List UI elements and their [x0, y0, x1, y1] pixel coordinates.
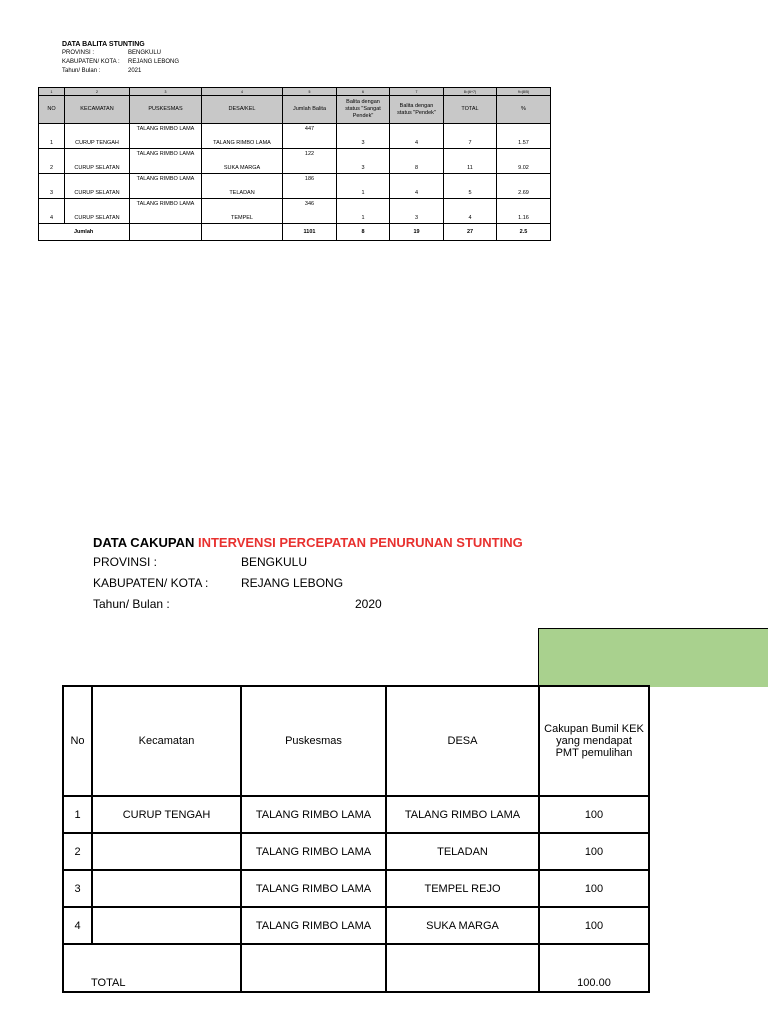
- cell-persen: 1.57: [497, 124, 551, 149]
- header-total: TOTAL: [444, 96, 497, 124]
- cell-cakupan: 100: [539, 907, 649, 944]
- header-no: NO: [39, 96, 65, 124]
- meta-value: 2021: [128, 68, 142, 74]
- cell-no: 4: [63, 907, 92, 944]
- index-cell: 9=(8/5): [497, 88, 551, 96]
- cell-jumlah-balita: 122: [283, 149, 337, 174]
- cell-cakupan: 100: [539, 833, 649, 870]
- header-jumlah-balita: Jumlah Balita: [283, 96, 337, 124]
- section1-title: DATA BALITA STUNTING: [62, 41, 145, 48]
- section1-meta-kabupaten: [62, 58, 179, 67]
- balita-stunting-header: [62, 40, 179, 76]
- meta-label: Tahun/ Bulan :: [62, 68, 101, 74]
- total-empty-cell: [202, 224, 283, 241]
- cell-sangat-pendek: 1: [337, 174, 390, 199]
- header-kecamatan: Kecamatan: [92, 686, 241, 796]
- cell-no: 3: [39, 174, 65, 199]
- table-row: [63, 907, 649, 944]
- index-cell: 2: [65, 88, 130, 96]
- cell-puskesmas: TALANG RIMBO LAMA: [241, 907, 386, 944]
- meta-value: BENGKULU: [128, 50, 162, 56]
- cell-no: 1: [63, 796, 92, 833]
- table-row: [39, 124, 551, 149]
- meta-label: PROVINSI :: [62, 50, 95, 56]
- cell-persen: 2.69: [497, 174, 551, 199]
- cell-no: 1: [39, 124, 65, 149]
- table-row: [63, 870, 649, 907]
- index-cell: 6: [337, 88, 390, 96]
- cell-desa: TALANG RIMBO LAMA: [202, 124, 283, 149]
- cell-kecamatan: [92, 907, 241, 944]
- section1-meta-tahun: [62, 67, 179, 76]
- header-desa: DESA: [386, 686, 539, 796]
- cell-desa: TEMPEL REJO: [386, 870, 539, 907]
- cakupan-intervensi-table: [62, 685, 650, 993]
- cell-jumlah-balita: 447: [283, 124, 337, 149]
- index-cell: 5: [283, 88, 337, 96]
- cell-kecamatan: CURUP SELATAN: [65, 149, 130, 174]
- cell-puskesmas: TALANG RIMBO LAMA: [241, 870, 386, 907]
- cell-total: 7: [444, 124, 497, 149]
- total-label: TOTAL: [63, 944, 241, 992]
- table-total-row: [63, 944, 649, 992]
- cell-pendek: 4: [390, 124, 444, 149]
- meta-label: KABUPATEN/ KOTA :: [93, 576, 209, 590]
- cell-no: 2: [39, 149, 65, 174]
- total-sangat-pendek: 8: [337, 224, 390, 241]
- meta-label: KABUPATEN/ KOTA :: [62, 59, 120, 65]
- header-puskesmas: PUSKESMAS: [130, 96, 202, 124]
- cell-total: 5: [444, 174, 497, 199]
- cell-kecamatan: CURUP TENGAH: [65, 124, 130, 149]
- cell-puskesmas: TALANG RIMBO LAMA: [241, 833, 386, 870]
- total-label: Jumlah: [39, 224, 130, 241]
- index-cell: 7: [390, 88, 444, 96]
- cell-total: 4: [444, 199, 497, 224]
- header-sangat-pendek: Balita dengan status "Sangat Pendek": [337, 96, 390, 124]
- header-kecamatan: KECAMATAN: [65, 96, 130, 124]
- cell-puskesmas: TALANG RIMBO LAMA: [130, 174, 202, 199]
- cell-pendek: 8: [390, 149, 444, 174]
- index-cell: 3: [130, 88, 202, 96]
- cell-total: 11: [444, 149, 497, 174]
- cell-pendek: 4: [390, 174, 444, 199]
- header-desa: DESA/KEL: [202, 96, 283, 124]
- table-row: [39, 199, 551, 224]
- balita-stunting-table: [38, 87, 551, 241]
- total-empty-cell: [130, 224, 202, 241]
- meta-value: BENGKULU: [241, 555, 308, 569]
- cell-jumlah-balita: 346: [283, 199, 337, 224]
- cell-puskesmas: TALANG RIMBO LAMA: [130, 199, 202, 224]
- cell-no: 4: [39, 199, 65, 224]
- cell-puskesmas: TALANG RIMBO LAMA: [130, 149, 202, 174]
- cell-desa: TALANG RIMBO LAMA: [386, 796, 539, 833]
- section2-meta-kabupaten: [93, 573, 523, 594]
- meta-value: REJANG LEBONG: [241, 576, 344, 590]
- table-total-row: [39, 224, 551, 241]
- cell-desa: TEMPEL: [202, 199, 283, 224]
- cell-kecamatan: CURUP SELATAN: [65, 174, 130, 199]
- table-index-row: [39, 88, 551, 96]
- table-row: [63, 833, 649, 870]
- title-red-part: INTERVENSI PERCEPATAN PENURUNAN STUNTING: [197, 535, 523, 550]
- section1-meta-provinsi: [62, 49, 179, 58]
- section2-meta-tahun: [93, 594, 523, 615]
- table-header-row: [39, 96, 551, 124]
- total-empty-cell: [241, 944, 386, 992]
- total-cakupan: 100.00: [539, 944, 649, 992]
- table-row: [63, 796, 649, 833]
- cell-desa: SUKA MARGA: [386, 907, 539, 944]
- title-black-part: DATA CAKUPAN: [93, 535, 198, 550]
- table-row: [39, 174, 551, 199]
- cell-desa: SUKA MARGA: [202, 149, 283, 174]
- index-cell: 8=(6+7): [444, 88, 497, 96]
- cell-puskesmas: TALANG RIMBO LAMA: [130, 124, 202, 149]
- header-pendek: Balita dengan status "Pendek": [390, 96, 444, 124]
- cell-no: 2: [63, 833, 92, 870]
- table-row: [39, 149, 551, 174]
- index-cell: 1: [39, 88, 65, 96]
- cell-desa: TELADAN: [386, 833, 539, 870]
- header-cakupan: Cakupan Bumil KEK yang mendapat PMT pemulihan: [539, 686, 649, 796]
- header-persen: %: [497, 96, 551, 124]
- cell-cakupan: 100: [539, 796, 649, 833]
- cell-no: 3: [63, 870, 92, 907]
- total-total: 27: [444, 224, 497, 241]
- total-empty-cell: [386, 944, 539, 992]
- cell-kecamatan: [92, 833, 241, 870]
- cell-sangat-pendek: 3: [337, 149, 390, 174]
- highlight-header-box: [538, 628, 768, 687]
- meta-value: REJANG LEBONG: [128, 59, 180, 65]
- cell-jumlah-balita: 186: [283, 174, 337, 199]
- cakupan-intervensi-header: [93, 534, 523, 615]
- cell-desa: TELADAN: [202, 174, 283, 199]
- meta-value: 2020: [355, 597, 382, 611]
- header-no: No: [63, 686, 92, 796]
- meta-label: PROVINSI :: [93, 555, 158, 569]
- cell-sangat-pendek: 1: [337, 199, 390, 224]
- cell-kecamatan: CURUP TENGAH: [92, 796, 241, 833]
- header-puskesmas: Puskesmas: [241, 686, 386, 796]
- cell-pendek: 3: [390, 199, 444, 224]
- total-persen: 2.5: [497, 224, 551, 241]
- cell-puskesmas: TALANG RIMBO LAMA: [241, 796, 386, 833]
- total-pendek: 19: [390, 224, 444, 241]
- cell-persen: 1.16: [497, 199, 551, 224]
- cell-cakupan: 100: [539, 870, 649, 907]
- total-jumlah-balita: 1101: [283, 224, 337, 241]
- section2-meta-provinsi: [93, 552, 523, 573]
- meta-label: Tahun/ Bulan :: [93, 597, 170, 611]
- cell-kecamatan: CURUP SELATAN: [65, 199, 130, 224]
- cell-kecamatan: [92, 870, 241, 907]
- section2-title: [93, 534, 523, 552]
- table-header-row: [63, 686, 649, 796]
- index-cell: 4: [202, 88, 283, 96]
- cell-persen: 9.02: [497, 149, 551, 174]
- cell-sangat-pendek: 3: [337, 124, 390, 149]
